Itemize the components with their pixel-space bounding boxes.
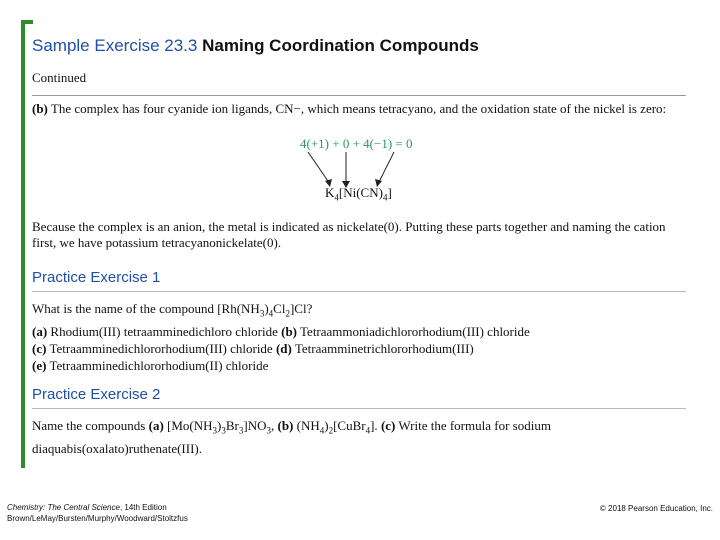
- part-b-paragraph: [32, 101, 682, 116]
- f-part: ,: [271, 418, 275, 433]
- q2-text-c: Write the formula for sodium diaquabis(oxalato)ruthenate(III).: [32, 418, 551, 456]
- oxidation-equation: 4(+1) + 0 + 4(−1) = 0: [300, 136, 413, 151]
- f-sub: 3: [238, 425, 244, 436]
- formula-k-sub: 4: [334, 192, 339, 203]
- arrow-cn: [378, 152, 394, 184]
- practice-exercise-1-heading: Practice Exercise 1: [32, 269, 161, 286]
- f-part: Br: [225, 418, 239, 433]
- formula-k: K: [325, 185, 335, 200]
- practice-2-body: [32, 417, 682, 457]
- option-label: (e): [32, 357, 47, 373]
- f-sub: 4: [319, 425, 325, 436]
- arrow-k: [308, 152, 330, 184]
- formula-body: [Ni(CN): [338, 185, 383, 200]
- practice-1-divider: [32, 291, 686, 292]
- exercise-number: Sample Exercise 23.3: [32, 36, 198, 55]
- practice-1-question: [32, 300, 682, 323]
- option-row: [32, 357, 682, 374]
- option-row: [32, 340, 682, 357]
- option-text: Rhodium(III) tetraamminedichloro chloride: [50, 323, 278, 339]
- q-part: Cl: [273, 301, 286, 316]
- option-label: (b): [281, 323, 297, 339]
- complex-formula: [325, 185, 392, 203]
- q-sub: 3: [259, 308, 265, 319]
- option-text: Tetraamminedichlororhodium(II) chloride: [49, 357, 269, 373]
- book-authors: Brown/LeMay/Bursten/Murphy/Woodward/Stoltzfus: [7, 514, 188, 523]
- divider: [32, 95, 686, 96]
- f-part: [CuBr: [333, 418, 366, 433]
- book-title: Chemistry: The Central Science: [7, 503, 120, 512]
- q2-label-b: (b): [277, 418, 294, 433]
- f-sub: 3: [221, 425, 226, 436]
- q-part: What is the name of the compound [Rh(NH: [32, 301, 260, 316]
- f-part: ]NO: [243, 418, 267, 433]
- part-b-text: The complex has four cyanide ion ligands, CN−, which means tetracyano, and the oxidation state of the nickel is zero:: [50, 101, 667, 116]
- q-part: ): [264, 301, 269, 316]
- exercise-topic: Naming Coordination Compounds: [202, 36, 479, 55]
- accent-tick: [21, 20, 33, 24]
- f-sub: 3: [212, 425, 218, 436]
- f-sub: 2: [328, 425, 334, 436]
- slide-title: [32, 36, 479, 56]
- part-b-label: (b): [32, 101, 48, 116]
- option-label: (a): [32, 323, 48, 339]
- option-label: (c): [32, 340, 47, 356]
- footer-copyright: © 2018 Pearson Education, Inc.: [599, 504, 713, 513]
- f-part: ].: [370, 418, 378, 433]
- equation-arrows: [300, 150, 420, 190]
- f-part: (NH: [296, 418, 320, 433]
- practice-2-divider: [32, 408, 686, 409]
- option-text: Tetraamminedichlororhodium(III) chloride: [49, 340, 273, 356]
- practice-1-body: [32, 300, 682, 374]
- conclusion-paragraph: Because the complex is an anion, the metal is indicated as nickelate(0). Putting these parts together and naming the cation first, we have potassium tetracyanonickelate(0).: [32, 219, 666, 250]
- q2-label-c: (c): [380, 418, 396, 433]
- q2-label-a: (a): [148, 418, 164, 433]
- q-part: ]Cl?: [289, 301, 313, 316]
- option-text: Tetraamminetrichlororhodium(III): [294, 340, 474, 356]
- q-sub: 2: [285, 308, 290, 319]
- q2-compound-b: [296, 418, 378, 436]
- option-row: [32, 323, 682, 340]
- q2-compound-a: [167, 418, 275, 436]
- f-sub: 3: [266, 425, 271, 436]
- footer-citation: [7, 502, 188, 524]
- practice-exercise-2-heading: Practice Exercise 2: [32, 386, 161, 403]
- left-accent-bar: [21, 20, 25, 468]
- option-label: (d): [275, 340, 292, 356]
- f-part: ): [324, 418, 329, 433]
- footer-book-line: [7, 502, 188, 513]
- f-part: ): [217, 418, 222, 433]
- continued-label: Continued: [32, 70, 87, 85]
- q-sub: 4: [268, 308, 274, 319]
- book-edition: , 14th Edition: [119, 503, 167, 512]
- formula-body-sub: 4: [382, 192, 388, 203]
- f-sub: 4: [365, 425, 371, 436]
- option-text: Tetraammoniadichlororhodium(III) chloride: [300, 323, 530, 339]
- formula-close: ]: [387, 185, 392, 200]
- f-part: [Mo(NH: [167, 418, 213, 433]
- q2-intro: Name the compounds: [32, 418, 146, 433]
